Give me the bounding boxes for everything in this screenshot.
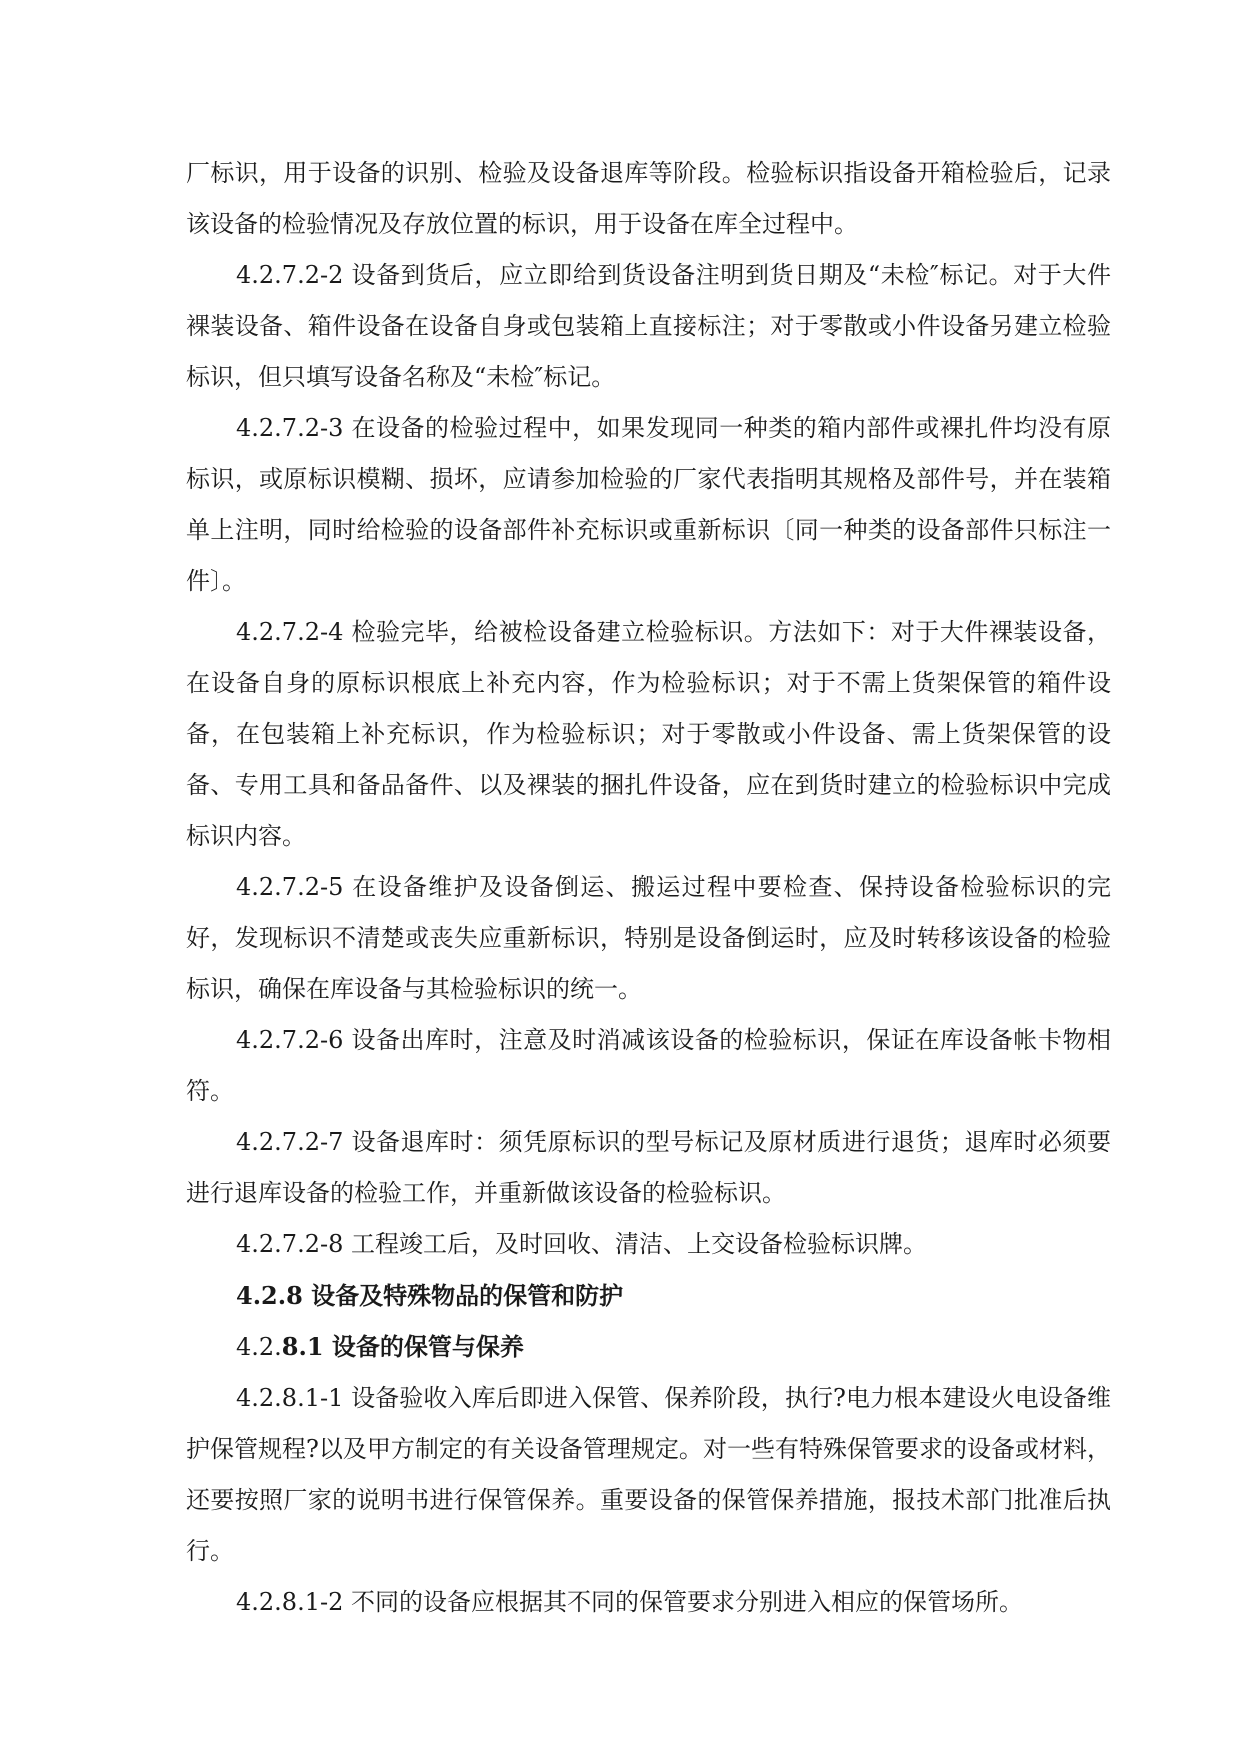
subsection-heading-4-2-8-1 bbox=[186, 1321, 1111, 1373]
paragraph-4-2-7-2-4: 4.2.7.2-4 检验完毕，给被检设备建立检验标识。方法如下：对于大件裸装设备，在设备自身的原标识根底上补充内容，作为检验标识；对于不需上货架保管的箱件设备，在包装箱上补充标识，作为检验标识；对于零散或小件设备、需上货架保管的设备、专用工具和备品备件、以及裸装的捆扎件设备，应在到货时建立的检验标识中完成标识内容。 bbox=[186, 618, 1111, 850]
section-heading-4-2-8: 4.2.8 设备及特殊物品的保管和防护 bbox=[236, 1281, 624, 1310]
paragraph-4-2-7-2-6: 4.2.7.2-6 设备出库时，注意及时消减该设备的检验标识，保证在库设备帐卡物相符。 bbox=[186, 1026, 1111, 1105]
paragraph-4-2-7-2-5: 4.2.7.2-5 在设备维护及设备倒运、搬运过程中要检查、保持设备检验标识的完好，发现标识不清楚或丧失应重新标识，特别是设备倒运时，应及时转移该设备的检验标识，确保在库设备与其检验标识的统一。 bbox=[186, 873, 1111, 1003]
subsection-heading-prefix: 4.2. bbox=[236, 1333, 282, 1361]
subsection-heading-text: 8.1 设备的保管与保养 bbox=[281, 1332, 524, 1361]
paragraph-4-2-7-2-7: 4.2.7.2-7 设备退库时：须凭原标识的型号标记及原材质进行退货；退库时必须要进行退库设备的检验工作，并重新做该设备的检验标识。 bbox=[186, 1128, 1111, 1207]
paragraph-continuation: 厂标识，用于设备的识别、检验及设备退库等阶段。检验标识指设备开箱检验后，记录该设备的检验情况及存放位置的标识，用于设备在库全过程中。 bbox=[186, 159, 1111, 238]
paragraph-4-2-7-2-2: 4.2.7.2-2 设备到货后，应立即给到货设备注明到货日期及“未检″标记。对于大件裸装设备、箱件设备在设备自身或包装箱上直接标注；对于零散或小件设备另建立检验标识，但只填写设备名称及“未检″标记。 bbox=[186, 261, 1111, 391]
paragraph-4-2-7-2-3: 4.2.7.2-3 在设备的检验过程中，如果发现同一种类的箱内部件或裸扎件均没有原标识，或原标识模糊、损坏，应请参加检验的厂家代表指明其规格及部件号，并在装箱单上注明，同时给检验的设备部件补充标识或重新标识〔同一种类的设备部件只标注一件〕。 bbox=[186, 414, 1111, 595]
document-page bbox=[186, 148, 1111, 1628]
paragraph-4-2-8-1-1: 4.2.8.1-1 设备验收入库后即进入保管、保养阶段，执行?电力根本建设火电设备维护保管规程?以及甲方制定的有关设备管理规定。对一些有特殊保管要求的设备或材料，还要按照厂家的说明书进行保管保养。重要设备的保管保养措施，报技术部门批准后执行。 bbox=[186, 1384, 1111, 1565]
paragraph-4-2-7-2-8: 4.2.7.2-8 工程竣工后，及时回收、清洁、上交设备检验标识牌。 bbox=[236, 1230, 927, 1258]
paragraph-4-2-8-1-2: 4.2.8.1-2 不同的设备应根据其不同的保管要求分别进入相应的保管场所。 bbox=[236, 1588, 1023, 1616]
